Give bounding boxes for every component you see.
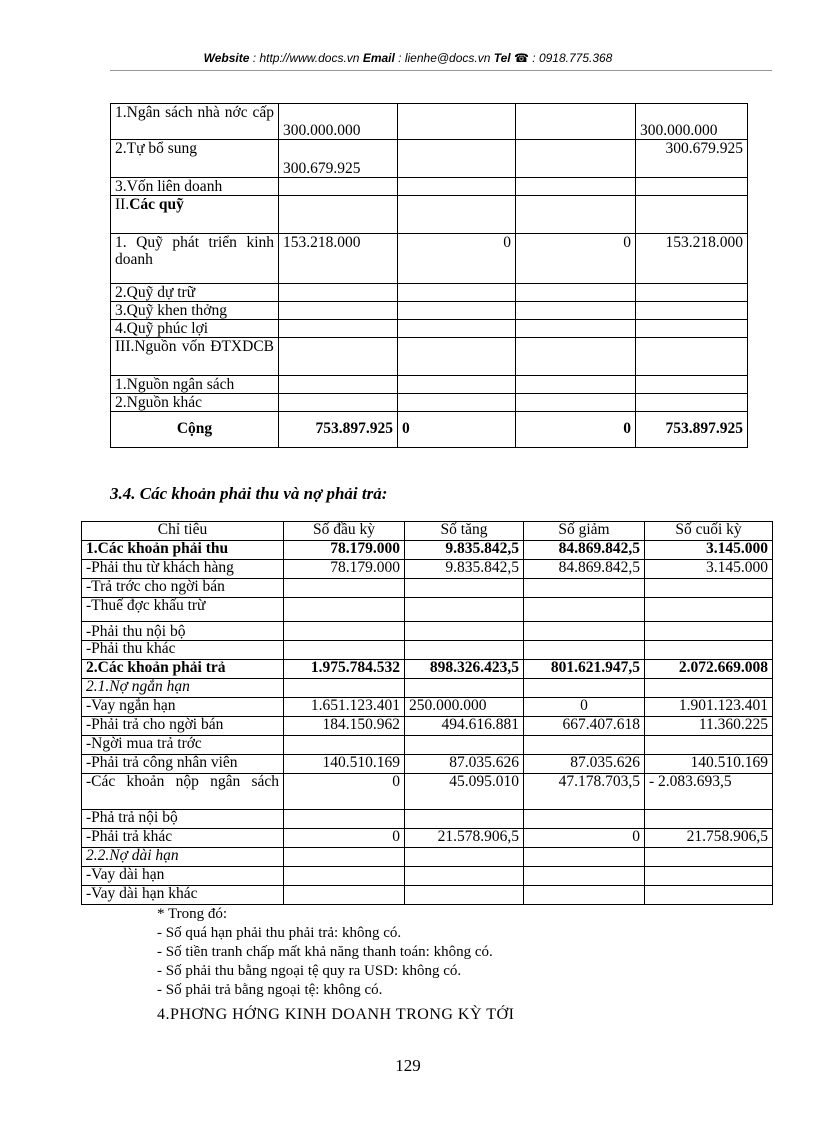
cell-decrease: [516, 284, 636, 302]
section-title: 3.4. Các khoản phải thu và nợ phải trả:: [110, 484, 388, 503]
col-header: Số tăng: [405, 522, 524, 541]
cell-closing: [636, 178, 748, 196]
table-row: [111, 338, 748, 376]
cell-opening: 153.218.000: [279, 234, 398, 284]
note-line: - Số tiền tranh chấp mất khả năng thanh toán: không có.: [157, 944, 493, 960]
cell-increase: [405, 886, 524, 905]
row-label: -Phải trả cho ngời bán: [82, 717, 284, 736]
cell-decrease: [524, 867, 645, 886]
cell-opening: [279, 196, 398, 234]
cell-opening: 300.679.925: [279, 140, 398, 178]
cell-opening: [284, 679, 405, 698]
row-label: -Phải trả khác: [82, 829, 284, 848]
table-row: [82, 698, 773, 717]
table-row: [82, 867, 773, 886]
next-section-heading: 4.PHƠNG HỚNG KINH DOANH TRONG KỲ TỚI: [157, 1006, 515, 1023]
cell-increase: 9.835.842,5: [405, 541, 524, 560]
cell-opening: 78.179.000: [284, 560, 405, 579]
row-label: 3.Quỹ khen thởng: [111, 302, 279, 320]
col-header: Số đầu kỳ: [284, 522, 405, 541]
page-number: 129: [395, 1056, 421, 1075]
cell-opening: [284, 579, 405, 598]
cell-closing: [645, 622, 773, 641]
row-label: -Ngời mua trả trớc: [82, 736, 284, 755]
row-label: -Phải thu nội bộ: [82, 622, 284, 641]
cell-closing: [636, 320, 748, 338]
table-row: [82, 755, 773, 774]
cell-opening: 140.510.169: [284, 755, 405, 774]
table-row: [82, 886, 773, 905]
cell-closing: 140.510.169: [645, 755, 773, 774]
cell-opening: [279, 320, 398, 338]
cell-increase: [405, 622, 524, 641]
table-row: [82, 541, 773, 560]
cell-increase: 21.578.906,5: [405, 829, 524, 848]
row-label: 1. Quỹ phát triển kinh doanh: [111, 234, 279, 284]
cell-decrease: [516, 320, 636, 338]
table-row: [111, 376, 748, 394]
cell-increase: 0: [398, 234, 516, 284]
cell-decrease: [524, 848, 645, 867]
note-line: - Số quá hạn phải thu phải trả: không có.: [157, 925, 402, 941]
cell-decrease: 0: [524, 698, 645, 717]
cell-increase: [398, 284, 516, 302]
table-row: [82, 810, 773, 829]
cell-closing: 153.218.000: [636, 234, 748, 284]
cell-opening: 0: [284, 829, 405, 848]
cell-opening: [279, 178, 398, 196]
section-name: Các quỹ: [129, 196, 184, 213]
cell-opening: [284, 736, 405, 755]
cell-closing: [645, 579, 773, 598]
cell-increase: [398, 302, 516, 320]
cell-increase: [405, 641, 524, 660]
cell-closing: [645, 641, 773, 660]
row-label: III.Nguồn vốn ĐTXDCB: [111, 338, 279, 376]
cell-closing: [645, 598, 773, 622]
table-row: [111, 284, 748, 302]
cell-opening: [284, 848, 405, 867]
row-label: -Phả trả nội bộ: [82, 810, 284, 829]
note-line: * Trong đó:: [157, 906, 228, 922]
cell-increase: [405, 848, 524, 867]
cell-closing: [645, 886, 773, 905]
cell-decrease: [516, 196, 636, 234]
table-row: [82, 679, 773, 698]
cell-closing: 11.360.225: [645, 717, 773, 736]
section-prefix: II.: [115, 196, 130, 213]
cell-increase: 494.616.881: [405, 717, 524, 736]
cell-closing: [636, 284, 748, 302]
cell-increase: [405, 598, 524, 622]
cell-closing: [645, 867, 773, 886]
cell-increase: [398, 196, 516, 234]
cell-opening: [284, 641, 405, 660]
row-label: 2.1.Nợ ngắn hạn: [82, 679, 284, 698]
row-label: -Vay dài hạn: [82, 867, 284, 886]
table-row: [111, 234, 748, 284]
cell-increase: [405, 736, 524, 755]
cell-closing: [645, 736, 773, 755]
col-header: Số giảm: [524, 522, 645, 541]
cell-opening: 753.897.925: [279, 412, 398, 448]
cell-opening: [284, 598, 405, 622]
table-row: [82, 579, 773, 598]
cell-opening: [279, 376, 398, 394]
tel-label: Tel: [493, 51, 511, 65]
cell-decrease: [524, 641, 645, 660]
cell-increase: [398, 320, 516, 338]
cell-decrease: [524, 736, 645, 755]
capital-table: [110, 103, 748, 448]
cell-closing: 1.901.123.401: [645, 698, 773, 717]
cell-increase: 250.000.000: [405, 698, 524, 717]
website-label: Website: [203, 51, 250, 65]
table-row: [82, 660, 773, 679]
cell-opening: [284, 622, 405, 641]
table-row: [111, 302, 748, 320]
table-row: [82, 774, 773, 810]
cell-increase: 87.035.626: [405, 755, 524, 774]
row-label: -Phải thu từ khách hàng: [82, 560, 284, 579]
cell-opening: [284, 810, 405, 829]
row-label: 2.Nguồn khác: [111, 394, 279, 412]
cell-decrease: 84.869.842,5: [524, 560, 645, 579]
page-header: [0, 51, 816, 65]
cell-decrease: 0: [516, 234, 636, 284]
cell-increase: 45.095.010: [405, 774, 524, 810]
email-value: : lienhe@docs.vn: [394, 51, 494, 65]
cell-decrease: [516, 338, 636, 376]
cell-closing: - 2.083.693,5: [645, 774, 773, 810]
row-label: [111, 196, 279, 234]
table-row: [111, 104, 748, 140]
row-label: 2.Quỹ dự trữ: [111, 284, 279, 302]
website-value: : http://www.docs.vn: [249, 51, 363, 65]
table-row: [82, 622, 773, 641]
cell-decrease: [524, 810, 645, 829]
row-label: -Các khoản nộp ngân sách: [82, 774, 284, 810]
row-label: 1.Nguồn ngân sách: [111, 376, 279, 394]
cell-increase: [405, 679, 524, 698]
row-label: -Vay ngắn hạn: [82, 698, 284, 717]
table-row: [111, 412, 748, 448]
cell-increase: 898.326.423,5: [405, 660, 524, 679]
cell-increase: [398, 178, 516, 196]
cell-closing: 300.000.000: [636, 104, 748, 140]
col-header: Chỉ tiêu: [82, 522, 284, 541]
cell-increase: [405, 867, 524, 886]
cell-increase: 0: [398, 412, 516, 448]
col-header: Số cuối kỳ: [645, 522, 773, 541]
row-label: 2.Tự bổ sung: [111, 140, 279, 178]
notes-block: [157, 905, 493, 1000]
cell-decrease: [524, 622, 645, 641]
cell-increase: [398, 338, 516, 376]
header-divider: [110, 70, 772, 71]
note-line: - Số phải trả bằng ngoại tệ: không có.: [157, 982, 383, 998]
cell-decrease: [524, 886, 645, 905]
row-label: -Phải thu khác: [82, 641, 284, 660]
row-label: 1.Ngân sách nhà nớc cấp: [111, 104, 279, 140]
cell-decrease: [524, 679, 645, 698]
cell-closing: [636, 338, 748, 376]
cell-decrease: [516, 104, 636, 140]
cell-closing: 2.072.669.008: [645, 660, 773, 679]
table-row: [111, 394, 748, 412]
cell-opening: [279, 338, 398, 376]
email-label: Email: [362, 51, 395, 65]
table-row: [82, 717, 773, 736]
cell-decrease: 801.621.947,5: [524, 660, 645, 679]
table-row: [111, 178, 748, 196]
note-line: - Số phải thu bằng ngoại tệ quy ra USD: không có.: [157, 963, 462, 979]
cell-closing: 300.679.925: [636, 140, 748, 178]
cell-increase: [405, 579, 524, 598]
row-label: Cộng: [111, 412, 279, 448]
cell-decrease: [516, 394, 636, 412]
table-row: [82, 641, 773, 660]
cell-opening: 1.975.784.532: [284, 660, 405, 679]
row-label: -Thuế đợc khấu trừ: [82, 598, 284, 622]
cell-increase: [405, 810, 524, 829]
tel-value: ☎ : 0918.775.368: [510, 51, 613, 65]
cell-closing: [645, 810, 773, 829]
table-row: [111, 320, 748, 338]
cell-decrease: [524, 598, 645, 622]
table-row: [111, 196, 748, 234]
cell-increase: 9.835.842,5: [405, 560, 524, 579]
cell-decrease: 0: [516, 412, 636, 448]
cell-opening: [279, 302, 398, 320]
receivables-payables-table: [81, 521, 773, 905]
cell-increase: [398, 140, 516, 178]
table-row: [82, 598, 773, 622]
cell-opening: [279, 394, 398, 412]
table-row: [82, 560, 773, 579]
cell-opening: [284, 867, 405, 886]
cell-closing: [636, 376, 748, 394]
cell-opening: 1.651.123.401: [284, 698, 405, 717]
cell-increase: [398, 104, 516, 140]
table-row: [111, 140, 748, 178]
cell-increase: [398, 394, 516, 412]
table-row: [82, 829, 773, 848]
row-label: -Trả trớc cho ngời bán: [82, 579, 284, 598]
cell-closing: [636, 196, 748, 234]
cell-closing: 753.897.925: [636, 412, 748, 448]
row-label: 2.2.Nợ dài hạn: [82, 848, 284, 867]
row-label: 4.Quỹ phúc lợi: [111, 320, 279, 338]
cell-closing: [636, 394, 748, 412]
table-header-row: [82, 522, 773, 541]
cell-decrease: [516, 302, 636, 320]
table-row: [82, 848, 773, 867]
cell-opening: [284, 886, 405, 905]
cell-opening: 184.150.962: [284, 717, 405, 736]
row-label: 2.Các khoản phải trả: [82, 660, 284, 679]
cell-closing: 21.758.906,5: [645, 829, 773, 848]
cell-closing: [645, 679, 773, 698]
row-label: -Vay dài hạn khác: [82, 886, 284, 905]
row-label: 3.Vốn liên doanh: [111, 178, 279, 196]
cell-closing: 3.145.000: [645, 560, 773, 579]
cell-decrease: [516, 140, 636, 178]
cell-closing: 3.145.000: [645, 541, 773, 560]
cell-opening: 78.179.000: [284, 541, 405, 560]
cell-decrease: 84.869.842,5: [524, 541, 645, 560]
cell-decrease: 87.035.626: [524, 755, 645, 774]
row-label: -Phải trả công nhân viên: [82, 755, 284, 774]
cell-decrease: 47.178.703,5: [524, 774, 645, 810]
cell-closing: [645, 848, 773, 867]
cell-increase: [398, 376, 516, 394]
cell-opening: [279, 284, 398, 302]
cell-decrease: [516, 376, 636, 394]
cell-decrease: [524, 579, 645, 598]
cell-decrease: [516, 178, 636, 196]
cell-opening: 300.000.000: [279, 104, 398, 140]
cell-closing: [636, 302, 748, 320]
row-label: 1.Các khoản phải thu: [82, 541, 284, 560]
cell-opening: 0: [284, 774, 405, 810]
cell-decrease: 0: [524, 829, 645, 848]
cell-decrease: 667.407.618: [524, 717, 645, 736]
table-row: [82, 736, 773, 755]
